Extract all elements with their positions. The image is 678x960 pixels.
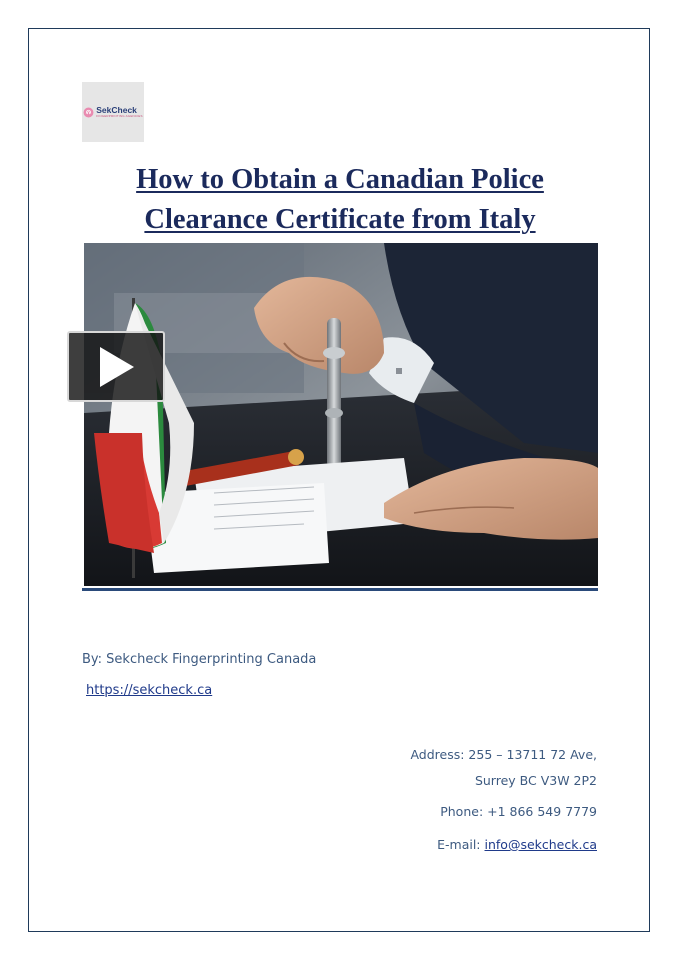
company-logo [82,82,144,142]
logo-brand: SekCheck [96,104,137,115]
email-line [437,837,597,852]
play-icon [96,345,136,389]
play-button[interactable] [67,331,165,402]
logo-tagline: FINGERPRINTING AGENCIES [96,114,143,119]
email-label: E-mail: [437,837,485,852]
document-title [82,160,598,240]
title-line-1: How to Obtain a Canadian Police [136,164,544,195]
email-link[interactable]: info@sekcheck.ca [484,837,597,852]
fingerprint-icon [83,107,94,118]
website-link[interactable]: https://sekcheck.ca [86,683,213,698]
address-line-2: Surrey BC V3W 2P2 [474,773,597,788]
author-byline: By: Sekcheck Fingerprinting Canada [82,652,317,667]
phone-number: Phone: +1 866 549 7779 [440,804,597,819]
hero-image [84,243,598,586]
title-line-2: Clearance Certificate from Italy [144,204,536,235]
hero-divider [82,588,598,591]
stamp-document-illustration [84,243,598,586]
address-line-1: Address: 255 – 13711 72 Ave, [410,747,597,762]
